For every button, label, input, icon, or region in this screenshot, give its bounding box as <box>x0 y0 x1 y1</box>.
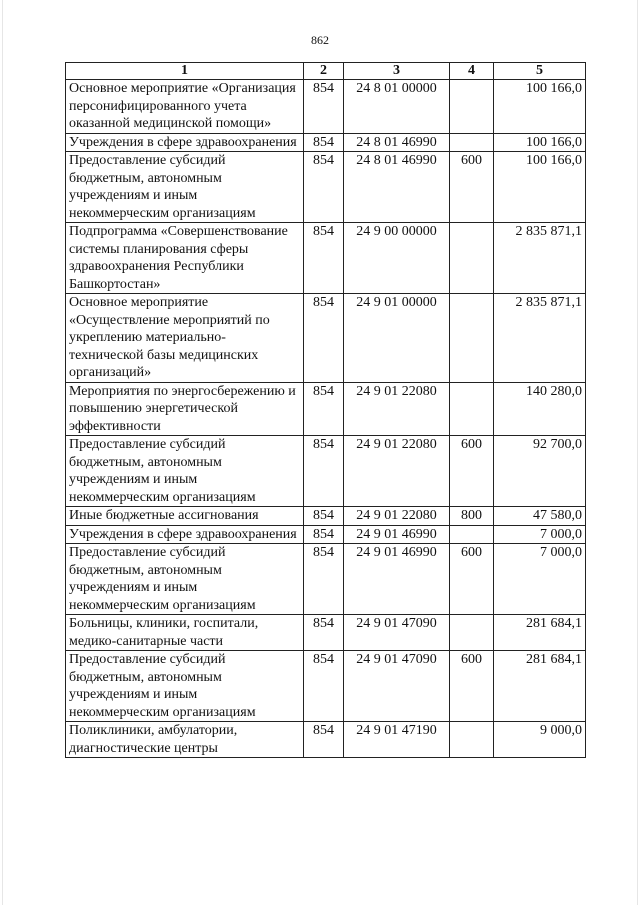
row-ministry: 854 <box>304 722 344 758</box>
row-type <box>450 382 494 436</box>
table-row <box>66 436 586 507</box>
row-code: 24 9 01 22080 <box>344 436 450 507</box>
row-code: 24 9 01 47090 <box>344 615 450 651</box>
row-amount: 100 166,0 <box>494 133 586 152</box>
row-name: Подпрограмма «Совершенствование системы планирования сферы здравоохранения Республики Башкортостан» <box>66 223 304 294</box>
table-row <box>66 651 586 722</box>
row-ministry: 854 <box>304 80 344 134</box>
row-code: 24 9 01 22080 <box>344 382 450 436</box>
table-row <box>66 382 586 436</box>
row-amount: 140 280,0 <box>494 382 586 436</box>
row-code: 24 8 01 46990 <box>344 152 450 223</box>
row-code: 24 9 00 00000 <box>344 223 450 294</box>
row-amount: 9 000,0 <box>494 722 586 758</box>
row-ministry: 854 <box>304 223 344 294</box>
table-row <box>66 133 586 152</box>
row-name: Предоставление субсидий бюджетным, автономным учреждениям и иным некоммерческим организациям <box>66 651 304 722</box>
header-col-1: 1 <box>66 63 304 80</box>
header-col-3: 3 <box>344 63 450 80</box>
row-code: 24 9 01 00000 <box>344 294 450 383</box>
row-ministry: 854 <box>304 133 344 152</box>
row-code: 24 9 01 47090 <box>344 651 450 722</box>
row-ministry: 854 <box>304 294 344 383</box>
row-ministry: 854 <box>304 525 344 544</box>
row-ministry: 854 <box>304 651 344 722</box>
row-code: 24 8 01 00000 <box>344 80 450 134</box>
table-row <box>66 525 586 544</box>
row-type: 800 <box>450 507 494 526</box>
row-name: Предоставление субсидий бюджетным, автономным учреждениям и иным некоммерческим организациям <box>66 436 304 507</box>
header-col-2: 2 <box>304 63 344 80</box>
table-row <box>66 544 586 615</box>
row-name: Учреждения в сфере здравоохранения <box>66 525 304 544</box>
header-col-4: 4 <box>450 63 494 80</box>
table-header <box>66 63 586 80</box>
row-type <box>450 615 494 651</box>
row-name: Основное мероприятие «Осуществление мероприятий по укреплению материально-технической базы медицинских организаций» <box>66 294 304 383</box>
row-name: Иные бюджетные ассигнования <box>66 507 304 526</box>
table-row <box>66 152 586 223</box>
row-type: 600 <box>450 544 494 615</box>
row-code: 24 9 01 46990 <box>344 544 450 615</box>
row-name: Поликлиники, амбулатории, диагностические центры <box>66 722 304 758</box>
row-code: 24 9 01 46990 <box>344 525 450 544</box>
table-row <box>66 294 586 383</box>
page-number: 862 <box>311 33 329 47</box>
row-type <box>450 223 494 294</box>
row-code: 24 8 01 46990 <box>344 133 450 152</box>
row-ministry: 854 <box>304 615 344 651</box>
row-name: Предоставление субсидий бюджетным, автономным учреждениям и иным некоммерческим организациям <box>66 152 304 223</box>
row-amount: 7 000,0 <box>494 525 586 544</box>
row-type: 600 <box>450 436 494 507</box>
row-type: 600 <box>450 651 494 722</box>
row-type <box>450 722 494 758</box>
row-name: Больницы, клиники, госпитали, медико-санитарные части <box>66 615 304 651</box>
row-code: 24 9 01 22080 <box>344 507 450 526</box>
budget-table <box>65 62 586 758</box>
table-row <box>66 615 586 651</box>
table-row <box>66 507 586 526</box>
row-type <box>450 133 494 152</box>
table-body <box>66 80 586 758</box>
row-amount: 281 684,1 <box>494 651 586 722</box>
row-type: 600 <box>450 152 494 223</box>
table-row <box>66 223 586 294</box>
header-col-5: 5 <box>494 63 586 80</box>
row-ministry: 854 <box>304 507 344 526</box>
row-ministry: 854 <box>304 544 344 615</box>
row-ministry: 854 <box>304 436 344 507</box>
row-name: Учреждения в сфере здравоохранения <box>66 133 304 152</box>
row-name: Предоставление субсидий бюджетным, автономным учреждениям и иным некоммерческим организациям <box>66 544 304 615</box>
row-ministry: 854 <box>304 152 344 223</box>
row-type <box>450 525 494 544</box>
row-name: Мероприятия по энергосбережению и повышению энергетической эффективности <box>66 382 304 436</box>
row-amount: 100 166,0 <box>494 152 586 223</box>
row-name: Основное мероприятие «Организация персонифицированного учета оказанной медицинской помощи» <box>66 80 304 134</box>
row-amount: 2 835 871,1 <box>494 294 586 383</box>
table-row <box>66 722 586 758</box>
row-amount: 7 000,0 <box>494 544 586 615</box>
row-amount: 281 684,1 <box>494 615 586 651</box>
header-row <box>66 63 586 80</box>
scan-edge-right <box>637 0 638 905</box>
row-amount: 47 580,0 <box>494 507 586 526</box>
row-amount: 100 166,0 <box>494 80 586 134</box>
row-amount: 2 835 871,1 <box>494 223 586 294</box>
row-code: 24 9 01 47190 <box>344 722 450 758</box>
row-ministry: 854 <box>304 382 344 436</box>
table-row <box>66 80 586 134</box>
row-type <box>450 294 494 383</box>
row-amount: 92 700,0 <box>494 436 586 507</box>
scan-edge-left <box>2 0 3 905</box>
row-type <box>450 80 494 134</box>
